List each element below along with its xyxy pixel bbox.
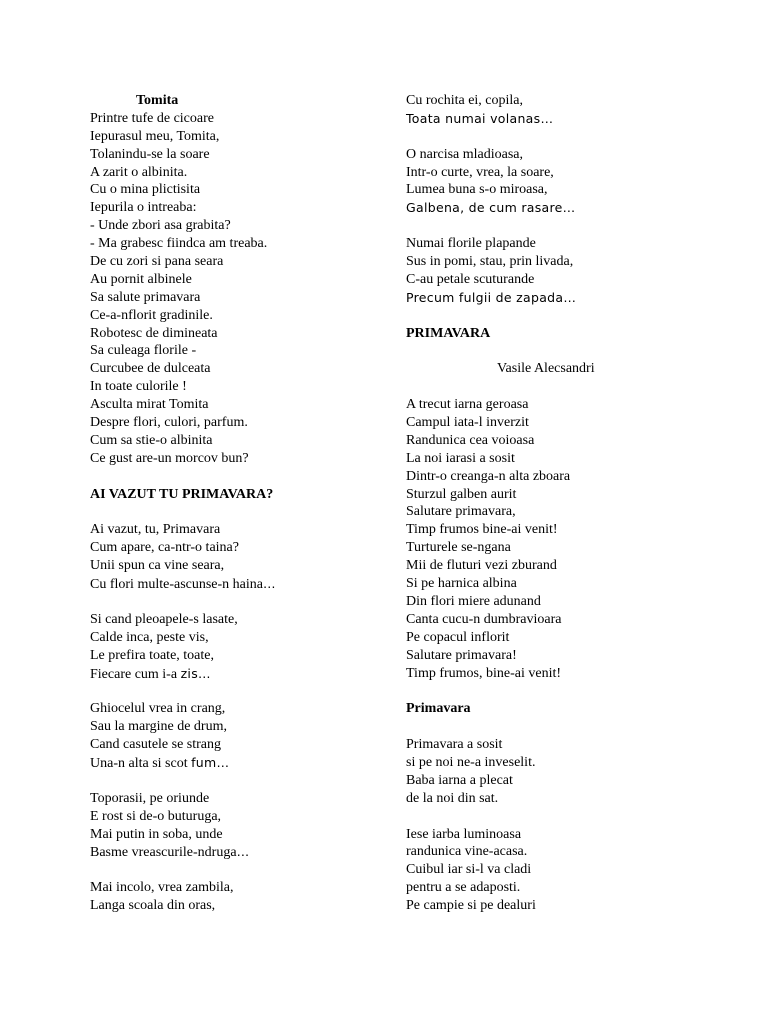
- poem-line: [406, 271, 746, 289]
- poem-line: [406, 146, 746, 164]
- poem-line: [406, 503, 746, 521]
- poem-line: [406, 164, 746, 182]
- line-tail: zis…: [180, 665, 211, 681]
- line-text: Le prefira toate, toate,: [90, 647, 214, 663]
- poem-title: [406, 700, 746, 718]
- poem-line: [406, 826, 746, 844]
- line-text: Mai incolo, vrea zambila,: [90, 880, 234, 896]
- line-text: si pe noi ne-a inveselit.: [406, 754, 536, 770]
- line-text: Salutare primavara!: [406, 647, 517, 663]
- line-text: Ce gust are-un morcov bun?: [90, 450, 249, 466]
- line-text: Cum apare, ca-ntr-o taina?: [90, 540, 239, 556]
- poem-line: [406, 593, 746, 611]
- line-text: Cu rochita ei, copila,: [406, 93, 524, 108]
- line-text: de la noi din sat.: [406, 790, 499, 806]
- stanza-gap: [90, 503, 390, 521]
- line-text: Sau la margine de drum,: [90, 719, 227, 735]
- poem-line: [90, 575, 390, 593]
- line-text: Ai vazut, tu, Primavara: [90, 522, 221, 538]
- line-text: Iese iarba luminoasa: [406, 826, 522, 842]
- stanza-gap: [406, 682, 746, 700]
- line-text: Mii de fluturi vezi zburand: [406, 558, 557, 574]
- poem-line: [90, 360, 390, 378]
- line-text: A trecut iarna geroasa: [406, 397, 529, 413]
- poem-line: [90, 307, 390, 325]
- line-text: Despre flori, culori, parfum.: [90, 415, 248, 431]
- line-tail: Precum fulgii de zapada…: [406, 289, 577, 305]
- poem-line: [90, 253, 390, 271]
- poem-line: [406, 235, 746, 253]
- line-text: PRIMAVARA: [406, 325, 491, 341]
- line-text: Randunica cea voioasa: [406, 432, 535, 448]
- stanza-gap: [406, 718, 746, 736]
- line-text: Sus in pomi, stau, prin livada,: [406, 254, 574, 270]
- line-text: - Unde zbori asa grabita?: [90, 218, 231, 234]
- line-text: Cu o mina plictisita: [90, 182, 201, 198]
- poem-line: [90, 342, 390, 360]
- line-text: Cu flori multe-ascunse-n haina: [90, 577, 264, 593]
- line-text: Iepurasul meu, Tomita,: [90, 128, 220, 144]
- poem-line: [90, 325, 390, 343]
- poem-line: [406, 468, 746, 486]
- line-text: A zarit o albinita.: [90, 164, 188, 180]
- line-text: Primavara: [406, 701, 471, 717]
- poem-line: [90, 557, 390, 575]
- line-text: Timp frumos, bine-ai venit!: [406, 665, 562, 681]
- poem-line: [406, 736, 746, 754]
- poem-line: [90, 826, 390, 844]
- poem-line: [90, 432, 390, 450]
- line-text: Tolanindu-se la soare: [90, 146, 210, 162]
- line-text: AI VAZUT TU PRIMAVARA?: [90, 486, 274, 502]
- poem-line: [406, 575, 746, 593]
- left-column: [90, 92, 390, 915]
- line-text: Au pornit albinele: [90, 271, 192, 287]
- poem-line: [90, 843, 390, 861]
- stanza-gap: [406, 342, 746, 360]
- poem-line: [90, 289, 390, 307]
- poem-line: [90, 754, 390, 772]
- line-text: Printre tufe de cicoare: [90, 110, 214, 126]
- stanza-gap: [90, 772, 390, 790]
- poem-line: [406, 253, 746, 271]
- line-text: Lumea buna s-o miroasa,: [406, 182, 548, 198]
- poem-line: [90, 521, 390, 539]
- line-text: Numai florile plapande: [406, 236, 536, 252]
- line-text: Basme vreascurile-ndruga: [90, 845, 237, 861]
- poem-line: [90, 414, 390, 432]
- poem-line: [90, 808, 390, 826]
- line-text: Cand casutele se strang: [90, 737, 222, 753]
- line-text: Mai putin in soba, unde: [90, 826, 223, 842]
- stanza-gap: [406, 217, 746, 235]
- line-text: C-au petale scuturande: [406, 271, 535, 287]
- line-text: Fiecare cum i-a: [90, 666, 181, 682]
- poem-line: [90, 790, 390, 808]
- line-text: Curcubee de dulceata: [90, 361, 211, 377]
- line-text: La noi iarasi a sosit: [406, 450, 515, 466]
- poem-line: [406, 521, 746, 539]
- line-text: Iepurila o intreaba:: [90, 200, 197, 216]
- poem-line: [90, 879, 390, 897]
- stanza-gap: [90, 468, 390, 486]
- line-text: Robotesc de dimineata: [90, 325, 218, 341]
- line-text: Si cand pleoapele-s lasate,: [90, 611, 238, 627]
- line-text: Primavara a sosit: [406, 737, 503, 753]
- poem-line: [90, 539, 390, 557]
- line-text: Cuibul iar si-l va cladi: [406, 862, 532, 878]
- poem-line: [406, 897, 746, 915]
- poem-line: [90, 665, 390, 683]
- poem-line: [406, 754, 746, 772]
- stanza-gap: [406, 307, 746, 325]
- poem-line: [90, 271, 390, 289]
- poem-line: [406, 199, 746, 217]
- line-text: Baba iarna a plecat: [406, 772, 513, 788]
- poem-line: [406, 629, 746, 647]
- poem-line: [90, 611, 390, 629]
- poem-title: [406, 325, 746, 343]
- line-tail: …: [236, 844, 250, 860]
- poem-line: [90, 146, 390, 164]
- poem-line: [90, 164, 390, 182]
- line-text: Din flori miere adunand: [406, 593, 541, 609]
- poem-line: [406, 432, 746, 450]
- poem-line: [406, 539, 746, 557]
- line-text: Intr-o curte, vrea, la soare,: [406, 164, 554, 180]
- poem-line: [406, 611, 746, 629]
- line-tail: fum…: [191, 754, 230, 770]
- poem-line: [90, 700, 390, 718]
- poem-line: [90, 181, 390, 199]
- poem-line: [90, 396, 390, 414]
- poem-line: [406, 181, 746, 199]
- line-text: - Ma grabesc fiindca am treaba.: [90, 236, 268, 252]
- poem-line: [90, 897, 390, 915]
- poem-line: [90, 110, 390, 128]
- poem-line: [90, 217, 390, 235]
- line-text: Cum sa stie-o albinita: [90, 432, 213, 448]
- line-text: Turturele se-ngana: [406, 540, 511, 556]
- stanza-gap: [90, 861, 390, 879]
- line-text: Toporasii, pe oriunde: [90, 790, 210, 806]
- line-text: Pe copacul inflorit: [406, 629, 510, 645]
- stanza-gap: [406, 128, 746, 146]
- line-text: De cu zori si pana seara: [90, 254, 224, 270]
- line-tail: …: [263, 576, 276, 592]
- stanza-gap: [406, 378, 746, 396]
- poem-line: [406, 790, 746, 808]
- poem-line: [406, 396, 746, 414]
- stanza-gap: [406, 808, 746, 826]
- stanza-gap: [90, 682, 390, 700]
- poem-title: [90, 486, 390, 504]
- poem-line: [90, 128, 390, 146]
- line-text: O narcisa mladioasa,: [406, 146, 524, 162]
- line-text: Pe campie si pe dealuri: [406, 898, 536, 914]
- poem-line: [90, 199, 390, 217]
- line-text: Dintr-o creanga-n alta zboara: [406, 468, 571, 484]
- line-text: pentru a se adaposti.: [406, 880, 521, 896]
- line-text: Tomita: [136, 93, 179, 108]
- line-text: Salutare primavara,: [406, 504, 516, 520]
- poem-line: [406, 879, 746, 897]
- poem-line: [406, 414, 746, 432]
- poem-line: [406, 92, 746, 110]
- line-text: Timp frumos bine-ai venit!: [406, 522, 558, 538]
- poem-line: [406, 665, 746, 683]
- line-text: Langa scoala din oras,: [90, 898, 216, 914]
- poem-line: [90, 736, 390, 754]
- line-text: Sa salute primavara: [90, 289, 201, 305]
- line-text: Ghiocelul vrea in crang,: [90, 701, 226, 717]
- line-text: Campul iata-l inverzit: [406, 415, 529, 431]
- poem-line: [406, 772, 746, 790]
- poem-line: [406, 843, 746, 861]
- line-text: Calde inca, peste vis,: [90, 629, 209, 645]
- line-text: In toate culorile !: [90, 379, 187, 395]
- poem-line: [90, 647, 390, 665]
- poem-line: [406, 450, 746, 468]
- poem-line: [90, 378, 390, 396]
- poem-author: [406, 360, 746, 378]
- poem-line: [406, 861, 746, 879]
- line-text: E rost si de-o buturuga,: [90, 808, 222, 824]
- line-text: Unii spun ca vine seara,: [90, 558, 225, 574]
- poem-line: [406, 289, 746, 307]
- line-text: Sturzul galben aurit: [406, 486, 517, 502]
- line-tail: Toata numai volanas…: [406, 110, 554, 126]
- poem-line: [406, 486, 746, 504]
- poem-line: [90, 629, 390, 647]
- line-text: randunica vine-acasa.: [406, 844, 528, 860]
- line-text: Canta cucu-n dumbravioara: [406, 611, 562, 627]
- poem-line: [90, 450, 390, 468]
- line-text: Asculta mirat Tomita: [90, 397, 209, 413]
- right-column: [406, 92, 746, 915]
- poem-line: [406, 557, 746, 575]
- line-text: Vasile Alecsandri: [497, 361, 595, 377]
- stanza-gap: [90, 593, 390, 611]
- poem-line: [90, 235, 390, 253]
- poem-line: [406, 647, 746, 665]
- line-text: Si pe harnica albina: [406, 576, 517, 592]
- poem-title: [90, 92, 390, 110]
- line-text: Una-n alta si scot: [90, 755, 192, 771]
- line-text: Sa culeaga florile -: [90, 343, 197, 359]
- line-tail: Galbena, de cum rasare…: [406, 200, 576, 216]
- poem-line: [406, 110, 746, 128]
- poem-line: [90, 718, 390, 736]
- line-text: Ce-a-nflorit gradinile.: [90, 307, 213, 323]
